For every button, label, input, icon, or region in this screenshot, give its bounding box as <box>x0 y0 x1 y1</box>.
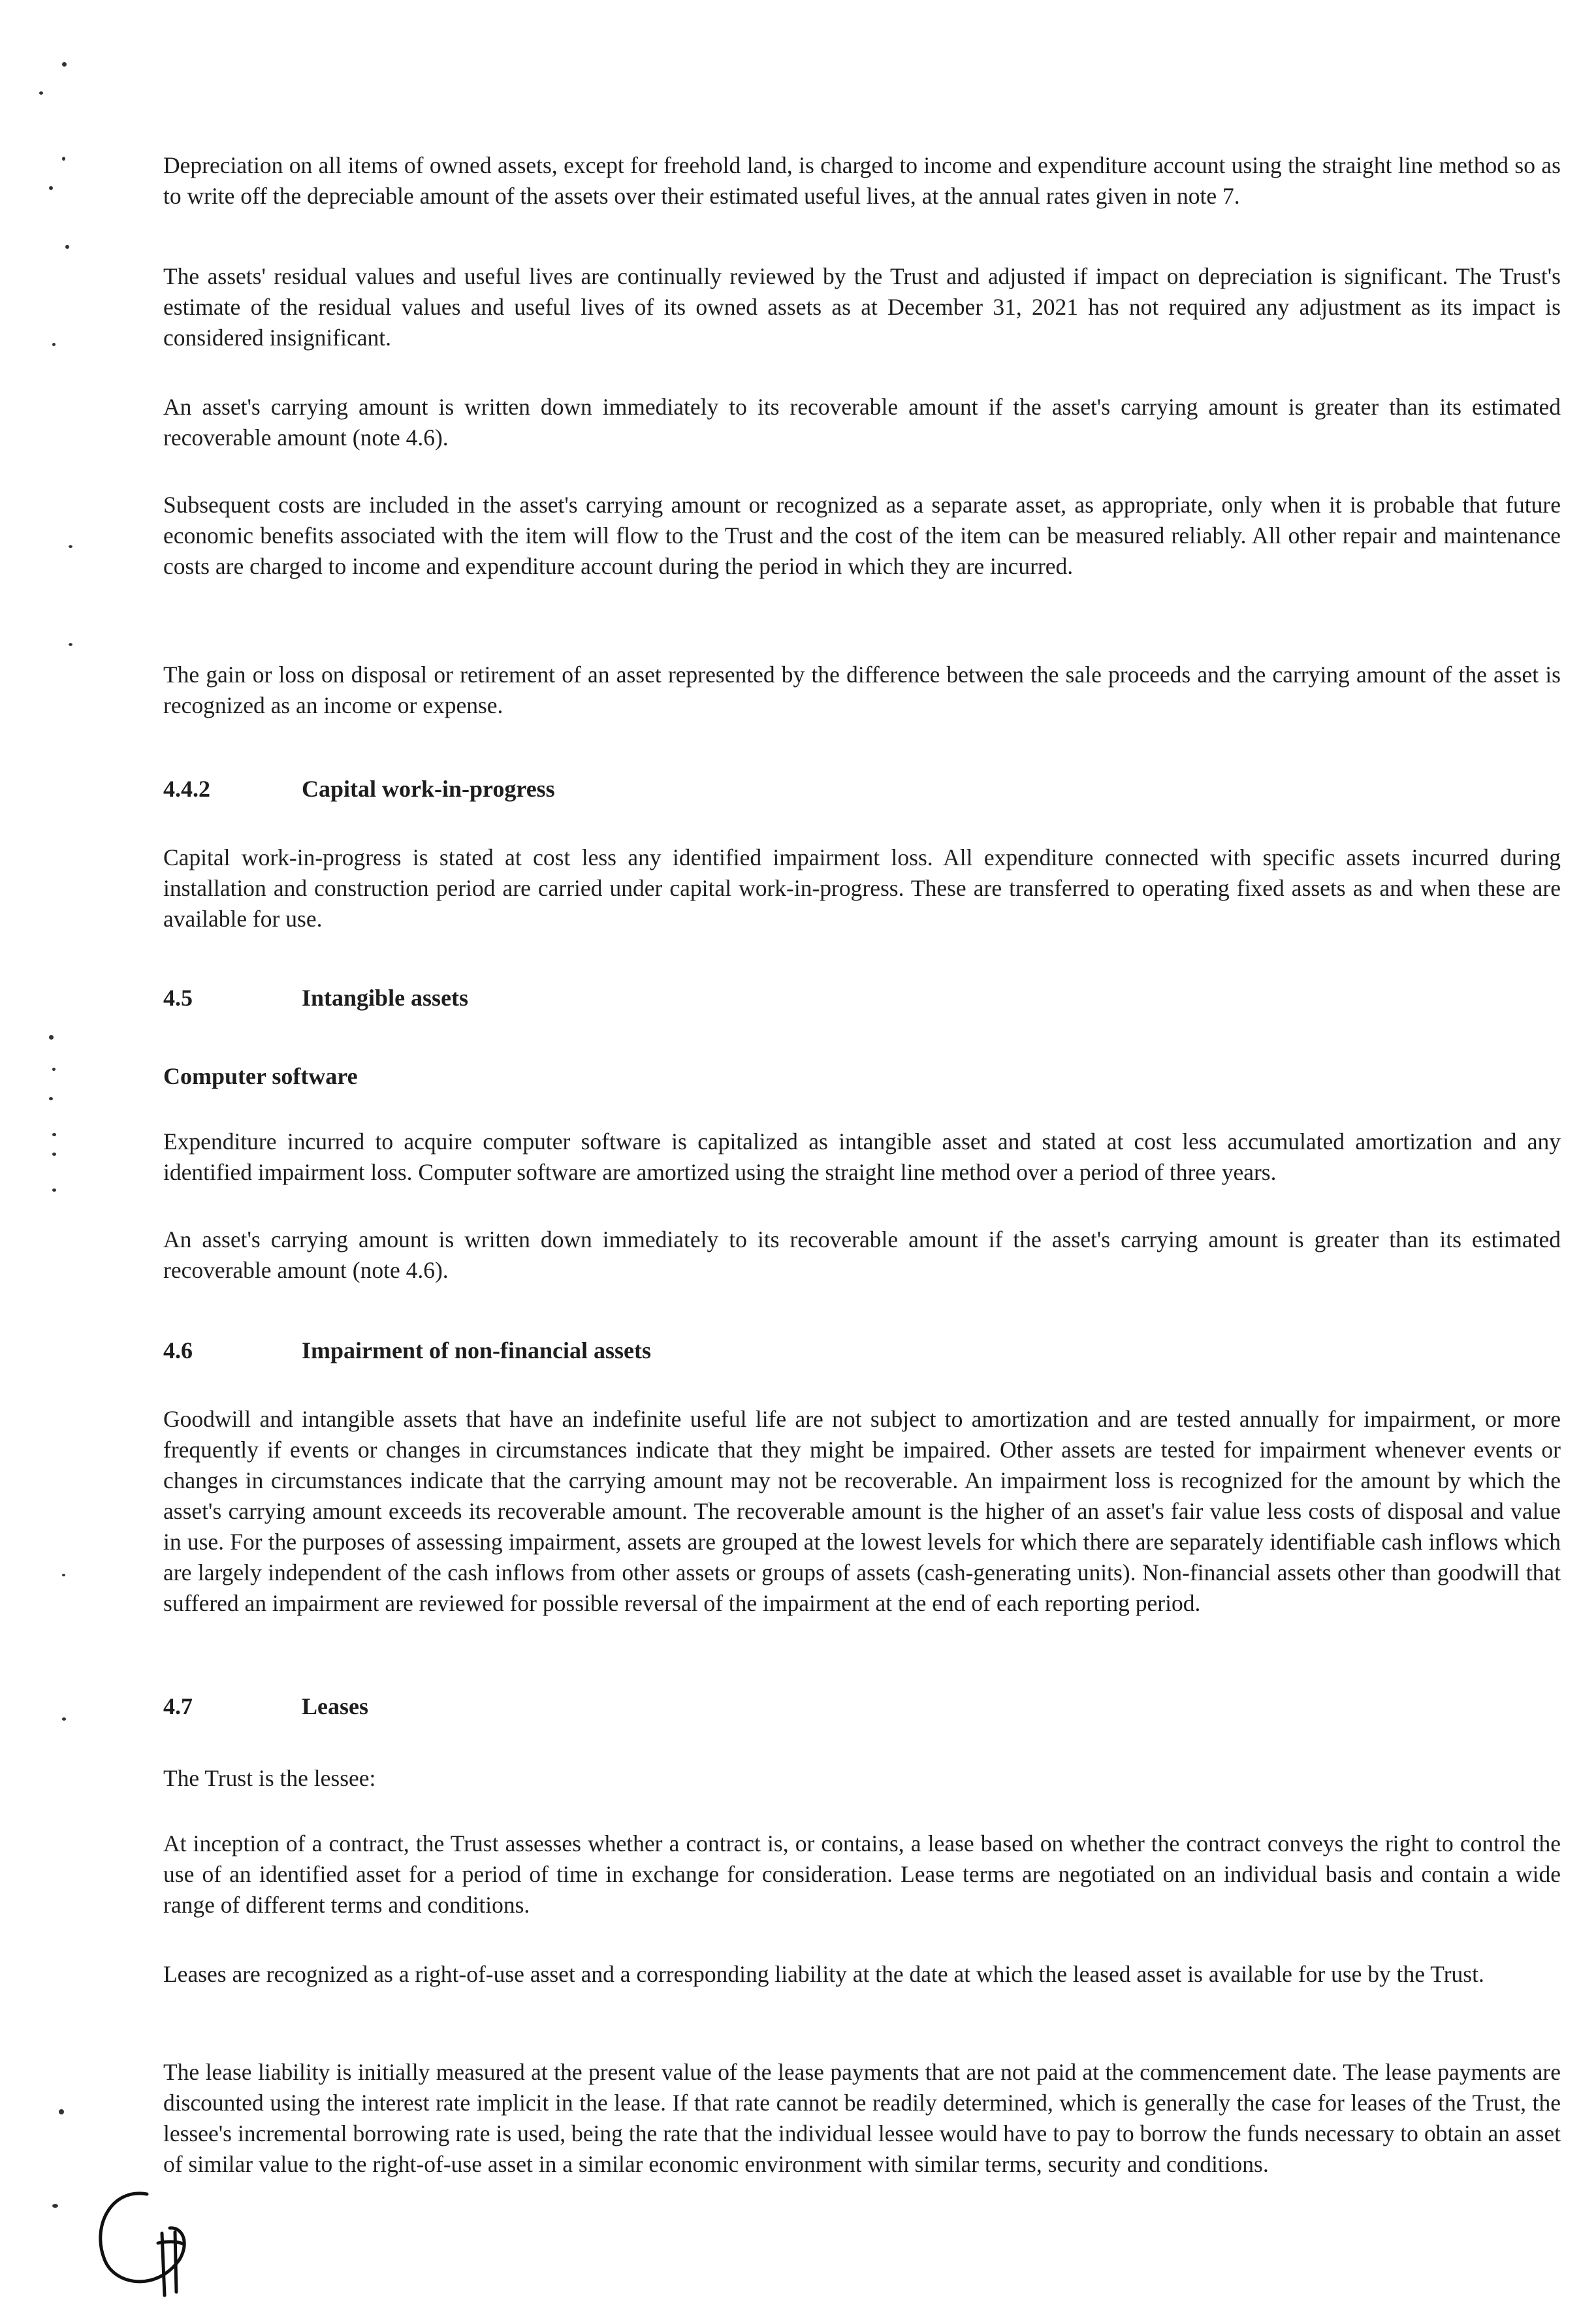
paragraph-capital-wip: Capital work-in-progress is stated at cost less any identified impairment loss. All expenditure connected with specific assets incurred during installation and construction period are carried under capital work-in-progress. These are transferred to operating fixed assets as and when these are available for use. <box>163 844 1561 932</box>
heading-title: Leases <box>302 1693 368 1719</box>
scan-speck <box>65 245 69 249</box>
paragraph-lease-inception: At inception of a contract, the Trust assesses whether a contract is, or contains, a lease based on whether the contract conveys the right to control the use of an identified asset for a period of time in exchange for consideration. Lease terms are negotiated on an individual basis and contain a wide range of different terms and conditions. <box>163 1830 1561 1918</box>
heading-number: 4.7 <box>163 1693 193 1719</box>
heading-title: Intangible assets <box>302 985 469 1011</box>
scan-speck <box>62 1574 65 1576</box>
scan-speck <box>69 545 72 548</box>
paragraph-impairment: Goodwill and intangible assets that have an indefinite useful life are not subject to amortization and are tested annually for impairment, or more frequently if events or changes in circumstances indicate that they might be impaired. Other assets are tested for impairment whenever events or changes in circumstances indicate that the carrying amount may not be recoverable. An impairment loss is recognized for the amount by which the asset's carrying amount exceeds its recoverable amount. The recoverable amount is the higher of an asset's fair value less costs of disposal and value in use. For the purposes of assessing impairment, assets are grouped at the lowest levels for which there are separately identifiable cash inflows which are largely independent of the cash inflows from other assets or groups of assets (cash-generating units). Non-financial assets other than goodwill that suffered an impairment are reviewed for possible reversal of the impairment at the end of each reporting period. <box>163 1406 1561 1616</box>
scan-speck <box>69 643 72 646</box>
scan-speck <box>52 1153 56 1156</box>
scan-speck <box>62 157 65 161</box>
paragraph-trust-lessee: The Trust is the lessee: <box>163 1765 376 1791</box>
paragraph-subsequent-costs: Subsequent costs are included in the asset's carrying amount or recognized as a separate asset, as appropriate, only when it is probable that future economic benefits associated with the item will flow to the Trust and the cost of the item can be measured reliably. All other repair and maintenance costs are charged to income and expenditure account during the period in which they are incurred. <box>163 492 1561 579</box>
heading-number: 4.4.2 <box>163 776 210 802</box>
scan-speck <box>59 2109 64 2114</box>
heading-number: 4.6 <box>163 1337 193 1363</box>
paragraph-depreciation: Depreciation on all items of owned assets, except for freehold land, is charged to income and expenditure account using the straight line method so as to write off the depreciable amount of the assets over their estimated useful lives, at the annual rates given in note 7. <box>163 152 1561 209</box>
heading-impairment <box>163 1335 651 1366</box>
subheading-computer-software: Computer software <box>163 1063 358 1089</box>
paragraph-lease-liability: The lease liability is initially measured at the present value of the lease payments that are not paid at the commencement date. The lease payments are discounted using the interest rate implicit in the lease. If that rate cannot be readily determined, which is generally the case for leases of the Trust, the lessee's incremental borrowing rate is used, being the rate that the individual lessee would have to pay to borrow the funds necessary to obtain an asset of similar value to the right-of-use asset in a similar economic environment with similar terms, security and conditions. <box>163 2059 1561 2177</box>
paragraph-gain-loss: The gain or loss on disposal or retirement of an asset represented by the difference between the sale proceeds and the carrying amount of the asset is recognized as an income or expense. <box>163 661 1561 718</box>
scan-speck <box>49 1035 54 1040</box>
heading-intangible-assets <box>163 983 468 1013</box>
scan-speck <box>52 2204 58 2208</box>
scan-speck <box>62 1717 66 1721</box>
scan-speck <box>49 186 53 190</box>
scan-speck <box>39 91 43 95</box>
heading-number: 4.5 <box>163 985 193 1011</box>
scan-speck <box>49 1097 53 1100</box>
heading-title: Impairment of non-financial assets <box>302 1337 652 1363</box>
paragraph-computer-software: Expenditure incurred to acquire computer software is capitalized as intangible asset and stated at cost less accumulated amortization and any identified impairment loss. Computer software are amortized using the straight line method over a period of three years. <box>163 1128 1561 1185</box>
heading-leases <box>163 1691 368 1722</box>
scan-speck <box>52 1068 56 1071</box>
paragraph-carrying-amount-2: An asset's carrying amount is written down immediately to its recoverable amount if the asset's carrying amount is greater than its estimated recoverable amount (note 4.6). <box>163 1226 1561 1283</box>
paragraph-lease-recognition: Leases are recognized as a right-of-use asset and a corresponding liability at the date at which the leased asset is available for use by the Trust. <box>163 1961 1484 1987</box>
scan-speck <box>52 1188 56 1192</box>
heading-capital-wip <box>163 774 555 805</box>
scan-speck <box>52 1133 56 1136</box>
scan-speck <box>62 62 67 67</box>
heading-title: Capital work-in-progress <box>302 776 555 802</box>
paragraph-residual-values: The assets' residual values and useful lives are continually reviewed by the Trust and adjusted if impact on depreciation is significant. The Trust's estimate of the residual values and useful lives of its owned assets as at December 31, 2021 has not required any adjustment as its impact is considered insignificant. <box>163 263 1561 351</box>
scan-speck <box>52 343 56 346</box>
handwritten-initials-signature <box>85 2181 196 2305</box>
paragraph-carrying-amount: An asset's carrying amount is written down immediately to its recoverable amount if the asset's carrying amount is greater than its estimated recoverable amount (note 4.6). <box>163 394 1561 451</box>
